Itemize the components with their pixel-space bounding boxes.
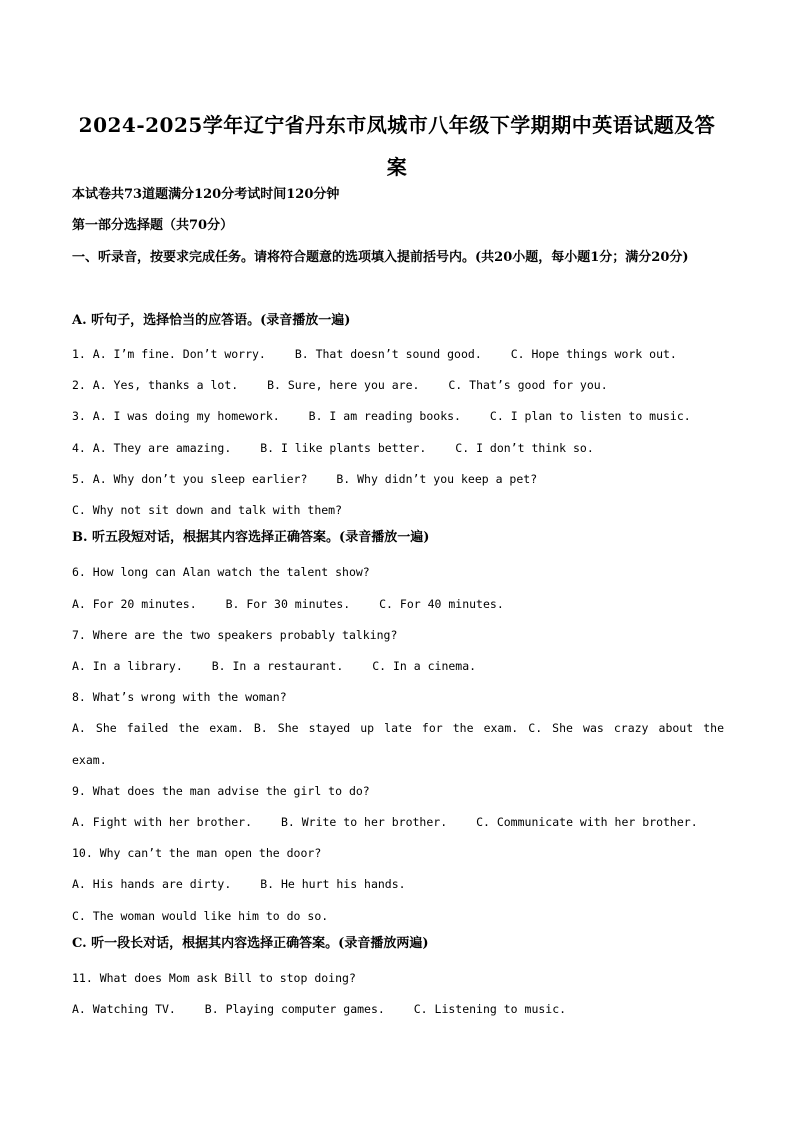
q11-option-b: B. Playing computer games. bbox=[204, 1002, 385, 1016]
document-title: 2024-2025学年辽宁省丹东市凤城市八年级下学期期中英语试题及答案 bbox=[78, 113, 716, 179]
question-8: 8. What’s wrong with the woman? bbox=[72, 690, 287, 704]
q2-option-a: 2. A. Yes, thanks a lot. bbox=[72, 378, 239, 392]
q6-option-b: B. For 30 minutes. bbox=[225, 597, 351, 611]
q3-option-c: C. I plan to listen to music. bbox=[489, 409, 691, 423]
q9-option-c: C. Communicate with her brother. bbox=[476, 815, 698, 829]
q1-option-c: C. Hope things work out. bbox=[510, 347, 677, 361]
q6-option-c: C. For 40 minutes. bbox=[379, 597, 504, 611]
q7-option-b: B. In a restaurant. bbox=[211, 659, 344, 673]
q8-options-continued: exam. bbox=[72, 753, 107, 767]
q2-option-c: C. That’s good for you. bbox=[448, 378, 608, 392]
section-c-heading: C. 听一段长对话，根据其内容选择正确答案。(录音播放两遍) bbox=[72, 936, 429, 951]
q3-option-b: B. I am reading books. bbox=[308, 409, 461, 423]
section-b-heading: B. 听五段短对话，根据其内容选择正确答案。(录音播放一遍) bbox=[72, 530, 430, 545]
q5-option-b: B. Why didn’t you keep a pet? bbox=[336, 472, 538, 486]
q10-option-a: A. His hands are dirty. bbox=[72, 877, 232, 891]
q9-option-b: B. Write to her brother. bbox=[280, 815, 448, 829]
q4-option-a: 4. A. They are amazing. bbox=[72, 441, 232, 455]
section-a-heading: A. 听句子，选择恰当的应答语。(录音播放一遍) bbox=[72, 313, 351, 328]
q4-option-b: B. I like plants better. bbox=[260, 441, 427, 455]
question-2 bbox=[72, 377, 732, 393]
q1-option-a: 1. A. I’m fine. Don’t worry. bbox=[72, 347, 266, 361]
question-9: 9. What does the man advise the girl to do? bbox=[72, 784, 370, 798]
question-10: 10. Why can’t the man open the door? bbox=[72, 846, 322, 860]
question-6: 6. How long can Alan watch the talent show? bbox=[72, 565, 370, 579]
question-5 bbox=[72, 471, 732, 487]
q5-option-c: C. Why not sit down and talk with them? bbox=[72, 503, 343, 517]
q1-option-b: B. That doesn’t sound good. bbox=[294, 347, 482, 361]
part-heading: 第一部分选择题（共70分） bbox=[72, 218, 234, 233]
question-7: 7. Where are the two speakers probably talking? bbox=[72, 628, 398, 642]
q7-options bbox=[72, 658, 732, 674]
q10-option-b: B. He hurt his hands. bbox=[260, 877, 406, 891]
q10-options bbox=[72, 876, 732, 892]
q7-option-c: C. In a cinema. bbox=[372, 659, 477, 673]
q10-option-c: C. The woman would like him to do so. bbox=[72, 909, 329, 923]
q11-options bbox=[72, 1001, 732, 1017]
q9-option-a: A. Fight with her brother. bbox=[72, 815, 253, 829]
q5-option-a: 5. A. Why don’t you sleep earlier? bbox=[72, 472, 308, 486]
q3-option-a: 3. A. I was doing my homework. bbox=[72, 409, 280, 423]
q2-option-b: B. Sure, here you are. bbox=[267, 378, 420, 392]
question-4 bbox=[72, 440, 732, 456]
q9-options bbox=[72, 814, 732, 830]
q4-option-c: C. I don’t think so. bbox=[455, 441, 594, 455]
q8-options: A. She failed the exam. B. She stayed up late for the exam. C. She was crazy about the bbox=[72, 721, 724, 735]
q11-option-c: C. Listening to music. bbox=[413, 1002, 567, 1016]
q6-options bbox=[72, 596, 732, 612]
q6-option-a: A. For 20 minutes. bbox=[72, 597, 197, 611]
question-1 bbox=[72, 346, 732, 362]
question-11: 11. What does Mom ask Bill to stop doing? bbox=[72, 971, 356, 985]
exam-intro: 本试卷共73道题满分120分考试时间120分钟 bbox=[72, 187, 340, 202]
q7-option-a: A. In a library. bbox=[72, 659, 183, 673]
q11-option-a: A. Watching TV. bbox=[72, 1002, 176, 1016]
question-3 bbox=[72, 408, 732, 424]
section-heading-1: 一、听录音，按要求完成任务。请将符合题意的选项填入提前括号内。(共20小题，每小题1分；满分20分) bbox=[72, 250, 689, 265]
